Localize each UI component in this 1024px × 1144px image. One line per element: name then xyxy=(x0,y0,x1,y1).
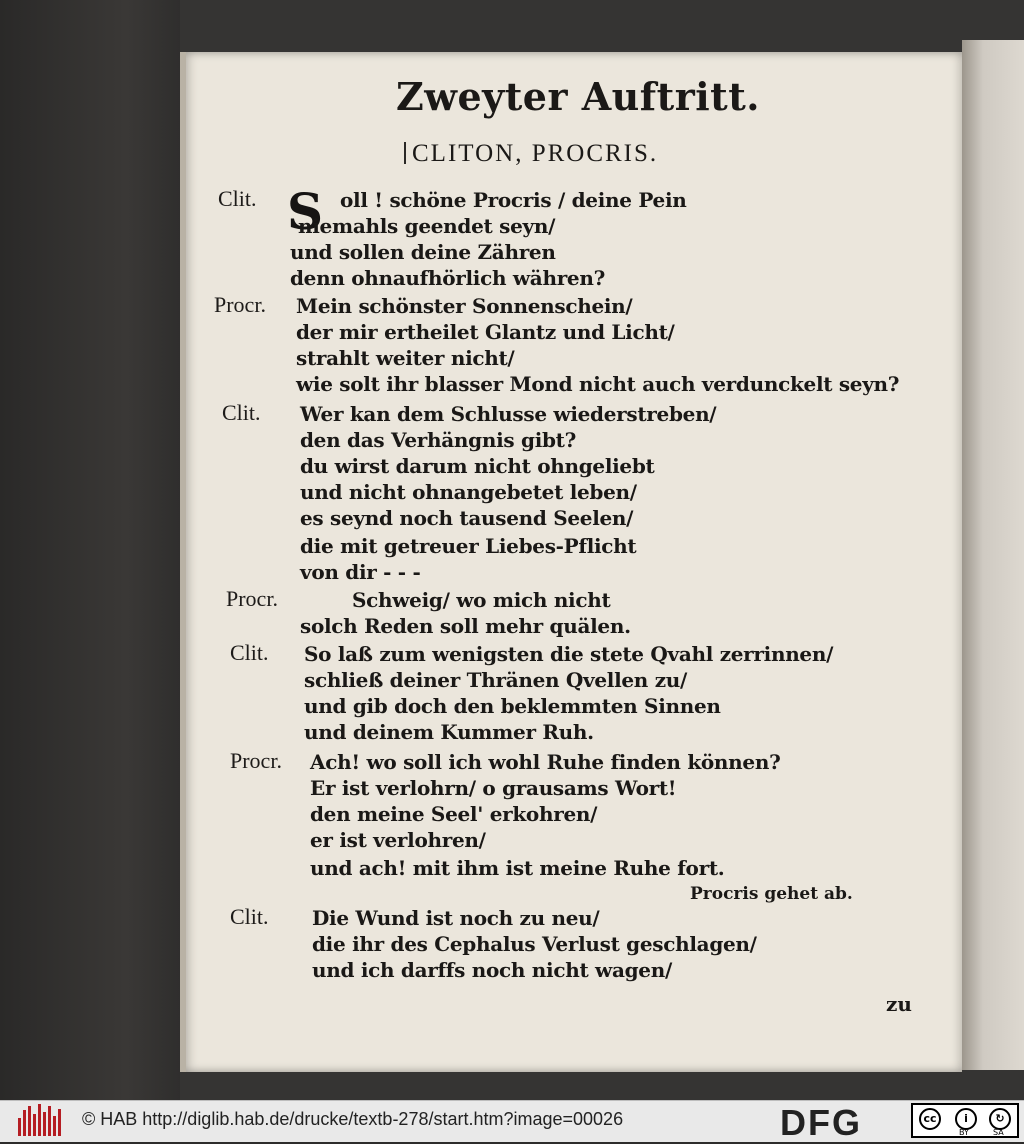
speaker-label: Clit. xyxy=(218,186,257,211)
verse-line: es seynd noch tausend Seelen/ xyxy=(300,506,634,530)
verse-line: und deinem Kummer Ruh. xyxy=(304,720,594,744)
verse-line: der mir ertheilet Glantz und Licht/ xyxy=(296,320,675,344)
stage-direction: Procris gehet ab. xyxy=(690,884,853,904)
verse-line: denn ohnaufhörlich währen? xyxy=(290,266,606,290)
scan-shadow xyxy=(0,0,180,1100)
verse-line: und ich darffs noch nicht wagen/ xyxy=(312,958,672,982)
verse-line: und sollen deine Zähren xyxy=(290,240,556,264)
adjacent-page-edge xyxy=(962,40,1024,1070)
speaker-label: Clit. xyxy=(222,400,261,425)
speaker-label: Clit. xyxy=(230,640,269,665)
share-alike-icon: ↻ xyxy=(989,1108,1011,1130)
verse-line: und nicht ohnangebetet leben/ xyxy=(300,480,637,504)
verse-line: oll ! schöne Procris / deine Pein xyxy=(340,188,687,212)
verse-line: du wirst darum nicht ohngeliebt xyxy=(300,454,655,478)
speaker-label: Procr. xyxy=(230,748,282,773)
verse-line: wie solt ihr blasser Mond nicht auch verdunckelt seyn? xyxy=(296,372,900,396)
catchword: zu xyxy=(886,992,912,1016)
cast-heading: CLITON, PROCRIS. xyxy=(412,140,659,167)
verse-line: niemahls geendet seyn/ xyxy=(298,214,556,238)
drop-initial: S xyxy=(287,182,324,241)
speaker-label: Procr. xyxy=(226,586,278,611)
verse-line: und ach! mit ihm ist meine Ruhe fort. xyxy=(310,856,725,880)
verse-line: er ist verlohren/ xyxy=(310,828,486,852)
verse-line: von dir - - - xyxy=(300,560,421,584)
verse-line: den meine Seel' erkohren/ xyxy=(310,802,598,826)
verse-line: Mein schönster Sonnenschein/ xyxy=(296,294,633,318)
verse-line: die ihr des Cephalus Verlust geschlagen/ xyxy=(312,932,757,956)
verse-line: So laß zum wenigsten die stete Qvahl zerrinnen/ xyxy=(304,642,834,666)
printer-mark xyxy=(404,142,406,164)
speaker-label: Clit. xyxy=(230,904,269,929)
verse-line: Schweig/ wo mich nicht xyxy=(352,588,611,612)
page-title: Zweyter Auftritt. xyxy=(396,74,760,119)
cc-icon: cc xyxy=(919,1108,941,1130)
verse-line: solch Reden soll mehr quälen. xyxy=(300,614,631,638)
speaker-label: Procr. xyxy=(214,292,266,317)
verse-line: den das Verhängnis gibt? xyxy=(300,428,577,452)
person-icon: i xyxy=(955,1108,977,1130)
verse-line: und gib doch den beklemmten Sinnen xyxy=(304,694,721,718)
verse-line: strahlt weiter nicht/ xyxy=(296,346,515,370)
verse-line: Wer kan dem Schlusse wiederstreben/ xyxy=(300,402,717,426)
verse-line: Ach! wo soll ich wohl Ruhe finden können? xyxy=(310,750,781,774)
license-by-label: BY xyxy=(959,1128,969,1137)
verse-line: schließ deiner Thränen Qvellen zu/ xyxy=(304,668,688,692)
copyright-link[interactable]: © HAB http://diglib.hab.de/drucke/textb-278/start.htm?image=00026 xyxy=(82,1109,624,1129)
dfg-logo: DFG xyxy=(780,1102,862,1143)
verse-line: Er ist verlohrn/ o grausams Wort! xyxy=(310,776,677,800)
page-gutter xyxy=(180,52,186,1072)
license-sa-label: SA xyxy=(993,1128,1004,1137)
verse-line: die mit getreuer Liebes-Pflicht xyxy=(300,534,637,558)
hab-logo-icon xyxy=(18,1104,66,1136)
verse-line: Die Wund ist noch zu neu/ xyxy=(312,906,600,930)
cc-by-sa-icon[interactable] xyxy=(911,1103,1019,1138)
